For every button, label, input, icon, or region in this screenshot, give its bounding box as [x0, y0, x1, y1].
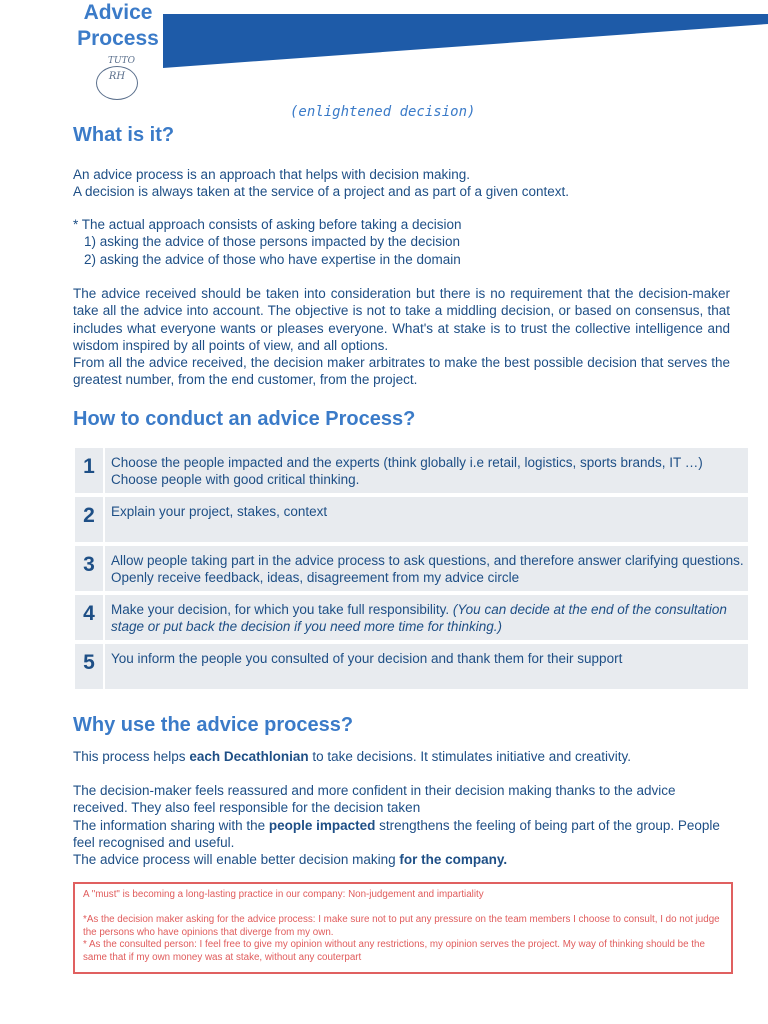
section-heading-how: How to conduct an advice Process?: [73, 408, 416, 430]
tuto-rh-stamp: [96, 66, 138, 100]
why-text: The information sharing with the: [73, 817, 269, 833]
step-row: [75, 595, 748, 640]
step-line: Allow people taking part in the advice process to ask questions, and therefore answer clarifying questions. Openly receive feedback, ideas, disagreement from my advice circle: [111, 553, 744, 585]
title-line-2: Process: [77, 27, 159, 50]
step-number: 1: [75, 448, 105, 493]
what-approach: [73, 216, 730, 268]
stamp-top-text: TUTO: [108, 56, 135, 66]
step-line: You inform the people you consulted of your decision and thank them for their support: [111, 651, 623, 666]
steps-list: [75, 448, 748, 693]
step-number: 2: [75, 497, 105, 542]
step-row: [75, 448, 748, 493]
approach-line-3: 2) asking the advice of those who have expertise in the domain: [84, 251, 461, 267]
why-text: The advice process will enable better decision making: [73, 852, 400, 868]
principles-note-box: [73, 882, 733, 974]
stamp-text: RH: [108, 71, 126, 82]
approach-line-1: * The actual approach consists of asking before taking a decision: [73, 217, 462, 232]
what-details: [73, 285, 730, 389]
details-paragraph-1: The advice received should be taken into consideration but there is no requirement that the decision-maker take all the advice into account. The objective is not to take a middling decision, or based on consensus, that includes what everyone wants or pleases everyone. What's at stake is to trust the collective intelligence and wisdom inspired by all points of view, and all options.: [73, 286, 730, 353]
note-line: *As the decision maker asking for the advice process: I make sure not to put any pressure on the team members I choose to consult, I do not judge the persons who have opinions that diverge from my own.: [83, 913, 720, 938]
step-text: [105, 644, 748, 689]
approach-line-2: 1) asking the advice of those persons impacted by the decision: [84, 234, 460, 250]
section-heading-what: What is it?: [73, 124, 175, 146]
what-intro-line-1: An advice process is an approach that helps with decision making.: [73, 167, 470, 182]
step-line: Explain your project, stakes, context: [111, 504, 328, 519]
what-intro: [73, 166, 730, 201]
why-text: The decision-maker feels reassured and more confident in their decision making thanks to the advice received. They also feel responsible for the decision taken: [73, 783, 676, 816]
step-text: [105, 546, 748, 591]
details-paragraph-2: From all the advice received, the decision maker arbitrates to make the best possible decision that serves the greatest number, from the end customer, from the project.: [73, 355, 730, 388]
why-text: This process helps: [73, 749, 190, 764]
why-text: to take decisions. It stimulates initiative and creativity.: [308, 749, 632, 764]
step-number: 4: [75, 595, 105, 640]
step-row: [75, 546, 748, 591]
why-text: strengthens the feeling of being part of the group. People feel recognised and useful.: [73, 817, 720, 850]
step-line: Choose people with good critical thinking.: [111, 472, 360, 487]
title-line-1: Advice: [83, 1, 153, 24]
step-number: 5: [75, 644, 105, 689]
page-title: [72, 0, 164, 52]
subtitle: (enlightened decision): [290, 104, 476, 120]
why-bold-text: for the company.: [399, 852, 508, 868]
section-heading-why: Why use the advice process?: [73, 714, 354, 736]
note-line: * As the consulted person: I feel free to give my opinion without any restrictions, my opinion serves the project. My way of thinking should be the same that if my own money was at stake, without any couterpart: [83, 939, 705, 964]
why-paragraph-1: [73, 748, 730, 765]
why-sharing: [73, 817, 730, 852]
header-banner: [163, 14, 768, 68]
why-paragraph-2: [73, 782, 730, 868]
step-row: [75, 497, 748, 542]
step-line-italic: (You can decide at the end of the consultation stage or put back the decision if you need more time for thinking.): [111, 602, 727, 634]
why-bold-text: each Decathlonian: [189, 749, 309, 764]
step-number: 3: [75, 546, 105, 591]
why-company: [73, 851, 730, 868]
step-line: Choose the people impacted and the experts (think globally i.e retail, logistics, sports brands, IT …): [111, 455, 703, 470]
step-text: [105, 448, 748, 493]
why-bold-text: people impacted: [268, 817, 376, 833]
step-text: [105, 497, 748, 542]
step-row: [75, 644, 748, 689]
step-line: Make your decision, for which you take full responsibility.: [111, 602, 450, 617]
step-text: [105, 595, 748, 640]
note-line: A "must" is becoming a long-lasting practice in our company: Non-judgement and impartiality: [83, 889, 484, 900]
what-intro-line-2: A decision is always taken at the service of a project and as part of a given context.: [73, 184, 570, 200]
